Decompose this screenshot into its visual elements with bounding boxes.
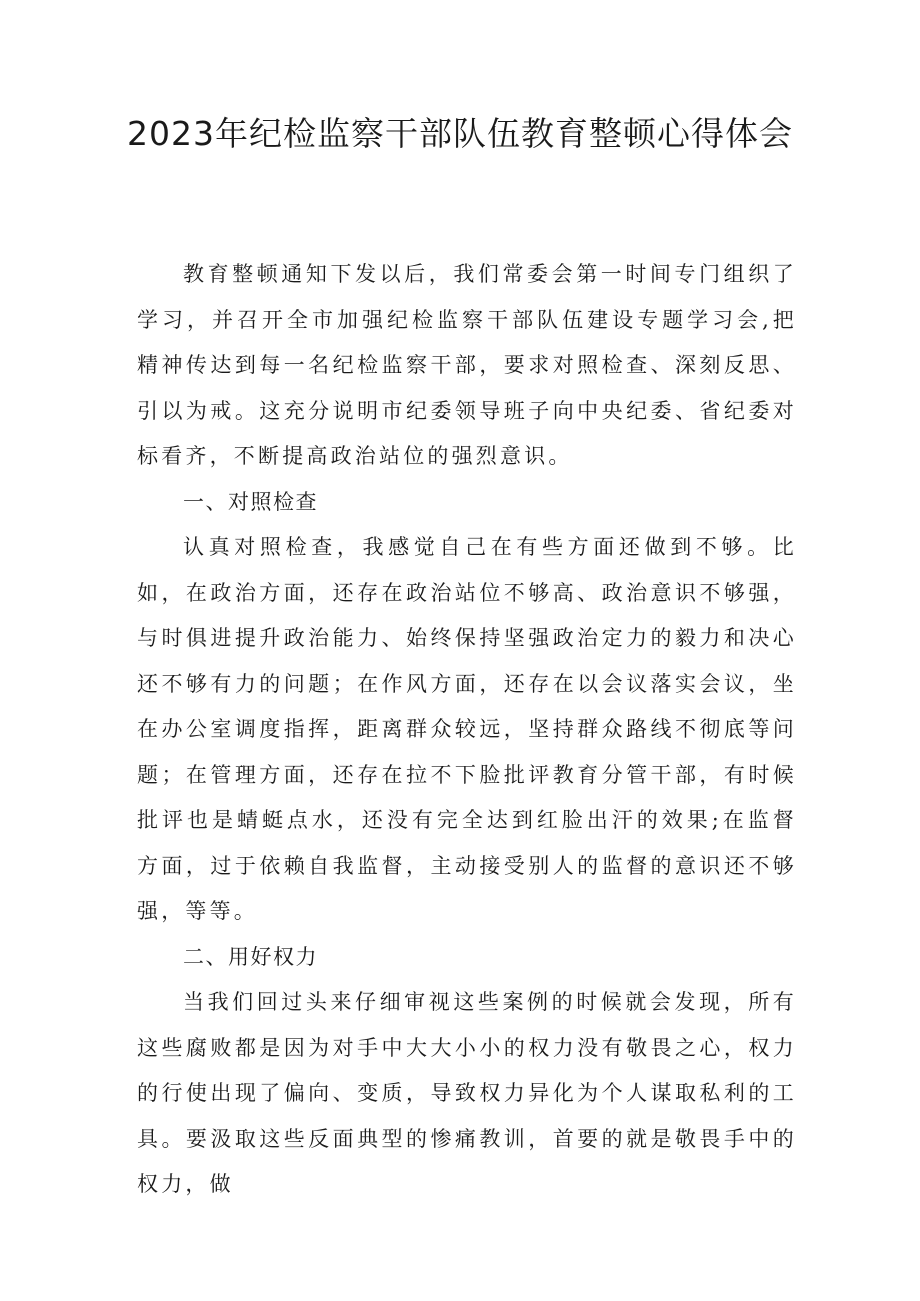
paragraph-section-2: 当我们回过头来仔细审视这些案例的时候就会发现，所有这些腐败都是因为对手中大大小小的权力没有敬畏之心，权力的行使出现了偏向、变质，导致权力异化为个人谋取私利的工具。要汲取这些反面典型的惨痛教训，首要的就是敬畏手中的权力，做 bbox=[137, 990, 797, 1196]
paragraph-intro: 教育整顿通知下发以后，我们常委会第一时间专门组织了学习，并召开全市加强纪检监察干部队伍建设专题学习会,把精神传达到每一名纪检监察干部，要求对照检查、深刻反思、引以为戒。这充分说明市纪委领导班子向中央纪委、省纪委对标看齐，不断提高政治站位的强烈意识。 bbox=[137, 262, 797, 468]
section-heading-1: 一、对照检查 bbox=[183, 489, 318, 514]
document-body bbox=[137, 252, 797, 1208]
document-title: 2023年纪检监察干部队伍教育整顿心得体会 bbox=[127, 114, 793, 153]
section-heading-2: 二、用好权力 bbox=[183, 944, 318, 969]
paragraph-section-1: 认真对照检查，我感觉自己在有些方面还做到不够。比如，在政治方面，还存在政治站位不够高、政治意识不够强，与时俱进提升政治能力、始终保持坚强政治定力的毅力和决心还不够有力的问题；在作风方面，还存在以会议落实会议，坐在办公室调度指挥，距离群众较远，坚持群众路线不彻底等问题；在管理方面，还存在拉不下脸批评教育分管干部，有时候批评也是蜻蜓点水，还没有完全达到红脸出汗的效果;在监督方面，过于依赖自我监督，主动接受别人的监督的意识还不够强，等等。 bbox=[137, 535, 797, 923]
